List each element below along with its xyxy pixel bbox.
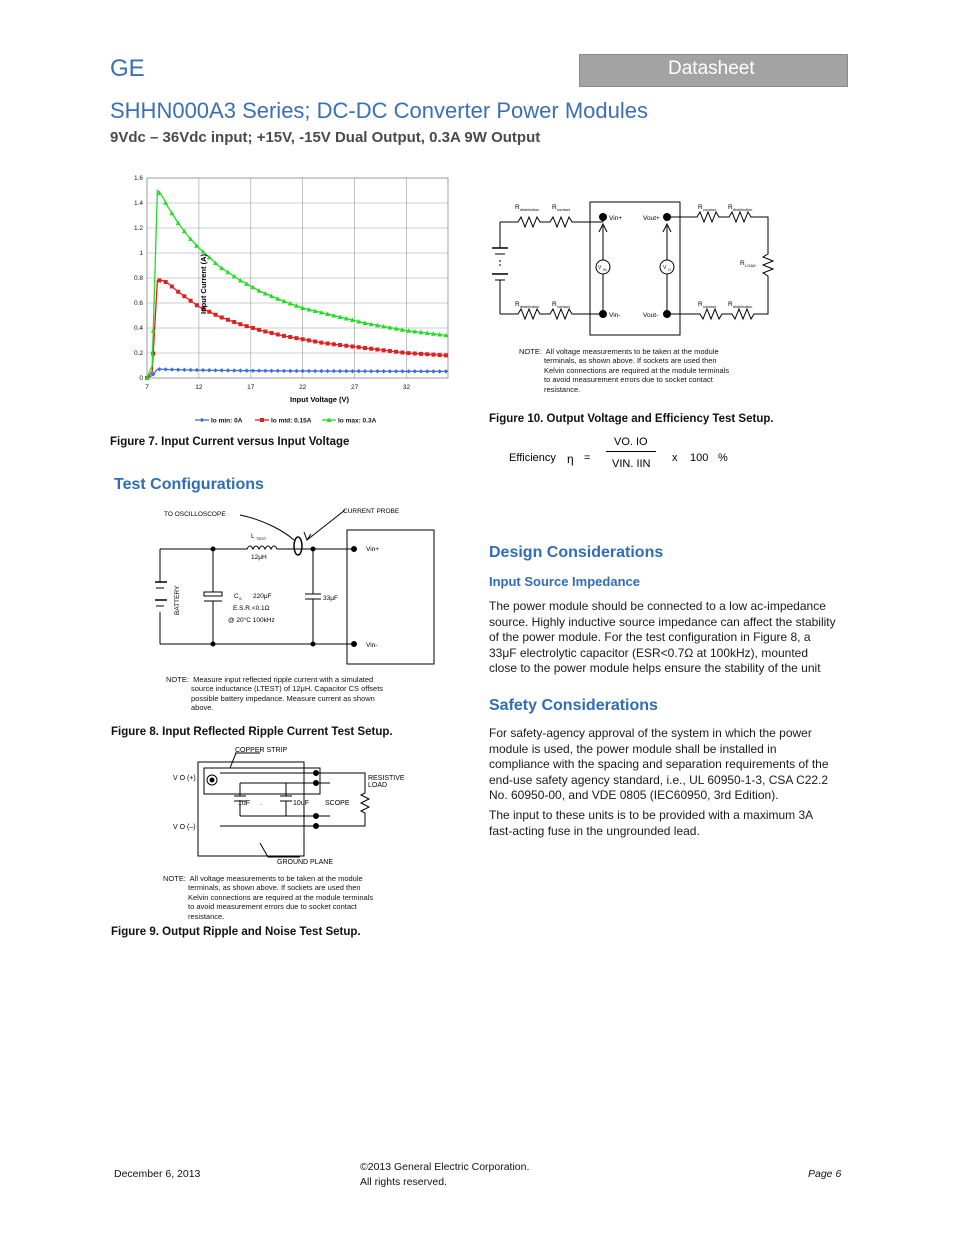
battery-symbol: [492, 222, 508, 314]
data-point: [313, 369, 317, 373]
footer-rights: All rights reserved.: [360, 1176, 447, 1188]
input-source-impedance-text: The power module should be connected to a low ac-impedance source. Highly inductive source impedance can affect the stability of the power module. For the test configuration in Figure 8, a 33μF electrolytic capacitor (ESR<0.7Ω at 100kHz), mounted close to the power module helps ensure the stability of the unit: [489, 599, 836, 676]
data-point: [164, 280, 168, 284]
data-point: [220, 316, 224, 320]
data-point: [313, 340, 317, 344]
svg-text:R: R: [698, 301, 703, 308]
y-tick-label: 1: [139, 250, 143, 257]
data-point: [300, 369, 304, 373]
data-point: [263, 369, 267, 373]
data-point: [357, 369, 361, 373]
data-point: [425, 352, 429, 356]
chart-legend: [195, 418, 377, 425]
y-tick-label: 1.6: [133, 175, 143, 182]
figure9-caption: Figure 9. Output Ripple and Noise Test Setup.: [111, 926, 361, 938]
svg-text:distribution: distribution: [520, 304, 540, 309]
chart-ylabel: Input Current (A): [199, 254, 208, 314]
data-point: [394, 350, 398, 354]
data-point: [375, 348, 379, 352]
data-point: [270, 331, 274, 335]
data-point: [263, 330, 267, 334]
data-point: [319, 369, 323, 373]
footer-date: December 6, 2013: [114, 1168, 201, 1180]
page-subtitle: 9Vdc – 36Vdc input; +15V, -15V Dual Output, 0.3A 9W Output: [110, 129, 541, 146]
data-point: [170, 285, 174, 289]
svg-text:CURRENT PROBE: CURRENT PROBE: [343, 508, 400, 515]
data-point: [207, 368, 211, 372]
output-load-wire: [667, 212, 773, 319]
data-point: [238, 322, 242, 326]
data-point: [400, 351, 404, 355]
data-point: [338, 343, 342, 347]
data-point: [388, 369, 392, 373]
svg-text:GROUND PLANE: GROUND PLANE: [277, 859, 334, 866]
efficiency-label: Efficiency: [509, 452, 556, 464]
data-point: [413, 352, 417, 356]
y-tick-label: 0.4: [133, 325, 143, 332]
data-point: [189, 299, 193, 303]
ge-logo: GE: [110, 55, 145, 82]
data-point: [282, 369, 286, 373]
data-point: [431, 369, 435, 373]
safety-paragraph-2: The input to these units is to be provided with a maximum 3A fast-acting fuse in the ungrounded lead.: [489, 807, 813, 838]
svg-text:S: S: [239, 596, 242, 601]
svg-text:Vin-: Vin-: [609, 312, 621, 319]
data-point: [363, 369, 367, 373]
x-tick-label: 32: [402, 384, 411, 391]
data-point: [238, 368, 242, 372]
svg-text:E.S.R.<0.1Ω: E.S.R.<0.1Ω: [233, 605, 270, 612]
input-source-impedance-heading: Input Source Impedance: [489, 574, 640, 589]
svg-text:1uF: 1uF: [238, 800, 251, 807]
data-point: [201, 368, 205, 372]
svg-text:Vin-: Vin-: [366, 642, 378, 649]
module-box: [347, 530, 434, 664]
svg-text:12μH: 12μH: [251, 554, 267, 561]
current-probe: [294, 537, 302, 555]
y-tick-label: 0: [139, 375, 143, 382]
data-point: [276, 333, 280, 337]
svg-text:R: R: [515, 204, 520, 211]
data-point: [338, 369, 342, 373]
figure8-note: NOTE: Measure input reflected ripple current with a simulated source inductance (LTEST) of 12μH. Capacitor CS offsets possible battery impedance. Measure current as shown above.: [166, 675, 384, 713]
data-point: [344, 344, 348, 348]
svg-text:LOAD: LOAD: [745, 263, 756, 268]
figure10-note: NOTE: All voltage measurements to be taken at the module terminals, as shown above. If sockets are used then Kelvin connections are required at the module terminals to avoid measurement errors due to socket contact resistance.: [519, 347, 730, 394]
data-point: [326, 342, 330, 346]
svg-text:R: R: [552, 204, 557, 211]
data-point: [226, 318, 230, 322]
data-point: [226, 368, 230, 372]
data-point: [301, 337, 305, 341]
copper-strip: [204, 768, 320, 794]
svg-text:distribution: distribution: [520, 207, 540, 212]
test-configurations-heading: Test Configurations: [114, 476, 264, 493]
svg-text:Vout-: Vout-: [643, 312, 659, 319]
data-point: [406, 369, 410, 373]
y-tick-label: 1.2: [133, 225, 143, 232]
equals-sign: =: [584, 452, 591, 464]
data-point: [319, 341, 323, 345]
legend-label: Io mid: 0.15A: [271, 417, 312, 425]
module-board: [198, 762, 304, 856]
data-point: [382, 348, 386, 352]
times-sign: x: [672, 452, 678, 464]
svg-text:contact: contact: [703, 304, 716, 309]
data-point: [269, 369, 273, 373]
data-point: [232, 320, 236, 324]
svg-text:IN: IN: [603, 268, 607, 272]
svg-text:Vin+: Vin+: [366, 546, 380, 553]
data-point: [407, 351, 411, 355]
data-point: [307, 338, 311, 342]
svg-text:contact: contact: [557, 207, 570, 212]
svg-text:R: R: [552, 301, 557, 308]
data-point: [182, 368, 186, 372]
data-point: [220, 368, 224, 372]
svg-text:contact: contact: [703, 207, 716, 212]
figure8-caption: Figure 8. Input Reflected Ripple Current Test Setup.: [111, 726, 393, 738]
footer-page: Page 6: [808, 1168, 842, 1180]
svg-text:R: R: [515, 301, 520, 308]
svg-text:Vin+: Vin+: [609, 215, 623, 222]
data-point: [288, 369, 292, 373]
svg-text:L: L: [251, 533, 255, 540]
data-point: [351, 345, 355, 349]
svg-text:R: R: [728, 204, 733, 211]
data-point: [157, 279, 161, 283]
data-point: [431, 353, 435, 357]
chart-grid: [147, 178, 448, 378]
data-point: [294, 369, 298, 373]
efficiency-numerator: VO. IO: [614, 436, 648, 448]
svg-text:LOAD: LOAD: [368, 782, 388, 789]
x-tick-label: 7: [145, 384, 149, 391]
data-point: [251, 326, 255, 330]
data-point: [245, 324, 249, 328]
fraction-line: [606, 451, 656, 452]
data-point: [332, 342, 336, 346]
data-point: [163, 200, 168, 205]
x-tick-label: 27: [350, 384, 359, 391]
data-point: [176, 290, 180, 294]
chart-xlabel: Input Voltage (V): [290, 395, 350, 404]
data-point: [176, 368, 180, 372]
svg-text:R: R: [740, 260, 745, 267]
svg-text:@ 20°C 100kHz: @ 20°C 100kHz: [228, 617, 275, 624]
x-tick-label: 22: [299, 384, 307, 391]
data-point: [400, 369, 404, 373]
data-point: [244, 368, 248, 372]
data-point: [276, 369, 280, 373]
legend-label: Io min: 0A: [211, 417, 243, 425]
data-point: [232, 368, 236, 372]
data-point: [257, 328, 261, 332]
y-tick-label: 0.6: [133, 300, 143, 307]
input-top-wire: [500, 217, 603, 227]
safety-considerations-heading: Safety Considerations: [489, 697, 658, 714]
svg-text:220μF: 220μF: [253, 593, 272, 600]
svg-text:SCOPE: SCOPE: [325, 800, 350, 807]
svg-text:V: V: [663, 265, 667, 271]
eta-symbol: η: [567, 452, 574, 466]
data-point: [413, 369, 417, 373]
chart-ticks: [134, 175, 411, 391]
data-point: [182, 294, 186, 298]
data-point: [369, 347, 373, 351]
data-point: [438, 353, 442, 357]
data-point: [357, 345, 361, 349]
svg-text:10uF: 10uF: [293, 800, 309, 807]
y-tick-label: 1.4: [133, 200, 143, 207]
figure9-note: NOTE: All voltage measurements to be taken at the module terminals, as shown above. If sockets are used then Kelvin connections are required at the module terminals to avoid measurement errors due to socket contact resistance.: [163, 874, 374, 921]
page-title: SHHN000A3 Series; DC-DC Converter Power Modules: [110, 98, 648, 123]
efficiency-denominator: VIN. IIN: [612, 458, 651, 470]
y-tick-label: 0.2: [133, 350, 143, 357]
data-point: [444, 353, 448, 357]
data-point: [251, 368, 255, 372]
data-point: [394, 369, 398, 373]
data-point: [369, 369, 373, 373]
ripple-current-circuit: [155, 500, 445, 672]
svg-text:C: C: [234, 593, 239, 600]
data-point: [425, 369, 429, 373]
data-point: [294, 336, 298, 340]
input-bottom-wire: [500, 309, 603, 319]
data-point: [195, 368, 199, 372]
data-point: [157, 367, 161, 371]
data-point: [419, 369, 423, 373]
data-point: [214, 313, 218, 317]
svg-text:.: .: [260, 800, 262, 807]
top-wire: [160, 546, 354, 549]
x-tick-label: 12: [195, 384, 203, 391]
svg-text:contact: contact: [557, 304, 570, 309]
data-point: [350, 369, 354, 373]
data-point: [307, 369, 311, 373]
svg-text:33μF: 33μF: [323, 595, 338, 602]
efficiency-test-circuit: [490, 196, 790, 341]
svg-text:BATTERY: BATTERY: [174, 585, 181, 615]
x-tick-label: 17: [247, 384, 255, 391]
hundred-value: 100: [690, 452, 709, 464]
data-point: [419, 352, 423, 356]
svg-text:V: V: [598, 265, 602, 271]
svg-text:O: O: [668, 268, 671, 272]
safety-text: [489, 726, 839, 843]
input-current-chart: [110, 170, 460, 432]
data-point: [288, 335, 292, 339]
data-point: [363, 346, 367, 350]
data-point: [344, 369, 348, 373]
svg-text:RESISTIVE: RESISTIVE: [368, 775, 405, 782]
y-tick-label: 0.8: [133, 275, 143, 282]
data-point: [188, 368, 192, 372]
data-point: [213, 368, 217, 372]
data-point: [388, 349, 392, 353]
design-considerations-heading: Design Considerations: [489, 544, 664, 561]
footer-copyright: ©2013 General Electric Corporation.: [360, 1161, 530, 1173]
figure10-caption: Figure 10. Output Voltage and Efficiency Test Setup.: [489, 413, 774, 425]
data-point: [257, 369, 261, 373]
svg-text:TEST: TEST: [256, 536, 267, 541]
data-point: [332, 369, 336, 373]
chart-series: [145, 191, 449, 381]
data-point: [163, 367, 167, 371]
figure7-caption: Figure 7. Input Current versus Input Voltage: [110, 436, 350, 448]
data-point: [444, 369, 448, 373]
percent-sign: %: [718, 452, 728, 464]
svg-text:COPPER STRIP: COPPER STRIP: [235, 747, 288, 754]
data-point: [375, 369, 379, 373]
svg-text:R: R: [728, 301, 733, 308]
data-point: [381, 369, 385, 373]
ripple-noise-circuit: [160, 740, 420, 870]
svg-text:V O (+): V O (+): [173, 775, 196, 782]
data-point: [282, 334, 286, 338]
doc-type-banner: Datasheet: [579, 54, 848, 87]
svg-text:R: R: [698, 204, 703, 211]
svg-text:distribution: distribution: [733, 207, 753, 212]
data-point: [437, 369, 441, 373]
svg-text:TO OSCILLOSCOPE: TO OSCILLOSCOPE: [164, 511, 226, 518]
series-line: [147, 191, 448, 379]
svg-text:Vout+: Vout+: [643, 215, 660, 222]
data-point: [170, 367, 174, 371]
safety-paragraph-1: For safety-agency approval of the system in which the power module is used, the power module shall be installed in compliance with the spacing and separation requirements of the end-use safety agency standard, i.e., UL 60950-1-3, CSA C22.2 No. 60950-00, and VDE 0805 (IEC60950, 3rd Edition).: [489, 726, 829, 803]
svg-text:distribution: distribution: [733, 304, 753, 309]
data-point: [325, 369, 329, 373]
svg-text:V O (–): V O (–): [173, 824, 196, 831]
legend-label: Io max: 0.3A: [338, 417, 377, 425]
